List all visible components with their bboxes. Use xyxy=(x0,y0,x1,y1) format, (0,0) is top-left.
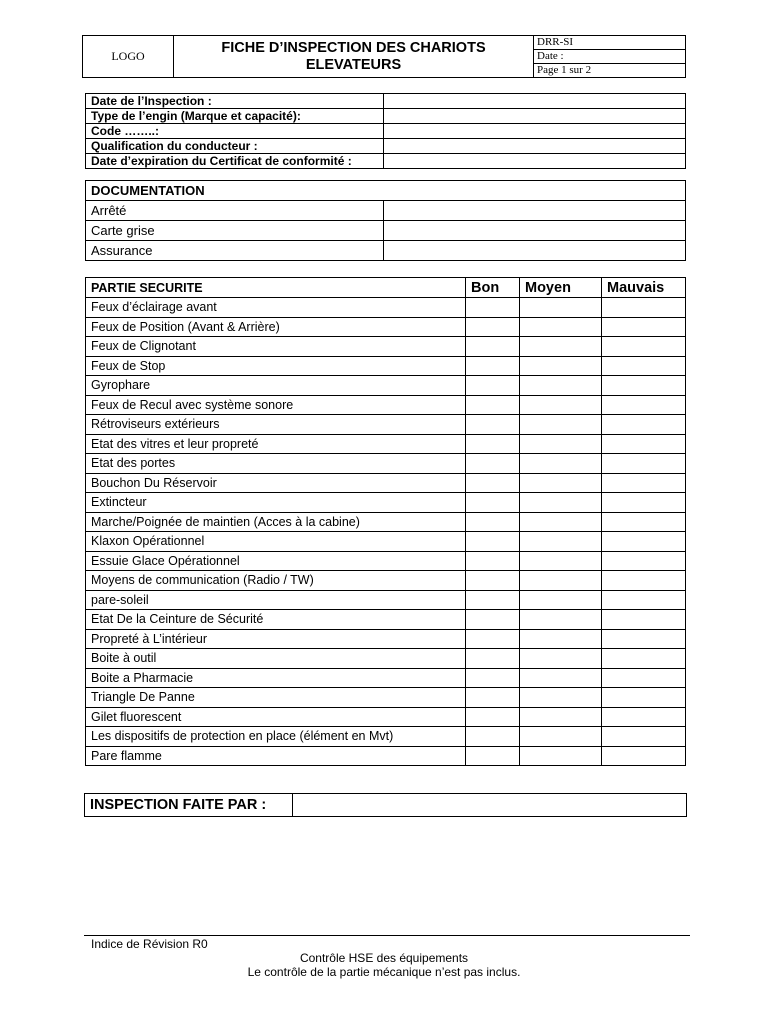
checklist-item-label: Bouchon Du Réservoir xyxy=(86,473,466,493)
checklist-item-label: Feux de Recul avec système sonore xyxy=(86,395,466,415)
documentation-item-label: Carte grise xyxy=(86,221,384,241)
checklist-row xyxy=(86,668,686,688)
info-row xyxy=(86,124,686,139)
checklist-item-label: Extincteur xyxy=(86,493,466,513)
check-bon-cell[interactable] xyxy=(466,629,520,649)
checklist-row xyxy=(86,434,686,454)
check-moyen-cell[interactable] xyxy=(520,337,602,357)
securite-rows xyxy=(86,298,686,766)
checklist-item-label: Boite à outil xyxy=(86,649,466,669)
check-moyen-cell[interactable] xyxy=(520,688,602,708)
documentation-table xyxy=(85,180,686,261)
checklist-row xyxy=(86,649,686,669)
checklist-item-label: Rétroviseurs extérieurs xyxy=(86,415,466,435)
check-moyen-cell[interactable] xyxy=(520,454,602,474)
check-bon-cell[interactable] xyxy=(466,473,520,493)
check-mauvais-cell[interactable] xyxy=(602,688,686,708)
info-row xyxy=(86,94,686,109)
documentation-item-label: Arrêté xyxy=(86,201,384,221)
info-value-field[interactable] xyxy=(384,154,686,169)
footer-line-2: Le contrôle de la partie mécanique n’est pas inclus. xyxy=(247,965,521,979)
check-moyen-cell[interactable] xyxy=(520,707,602,727)
checklist-row xyxy=(86,610,686,630)
checklist-item-label: pare-soleil xyxy=(86,590,466,610)
check-bon-cell[interactable] xyxy=(466,746,520,766)
checklist-row xyxy=(86,727,686,747)
column-mauvais: Mauvais xyxy=(602,278,686,298)
check-mauvais-cell[interactable] xyxy=(602,629,686,649)
checklist-row xyxy=(86,707,686,727)
checklist-row xyxy=(86,298,686,318)
check-mauvais-cell[interactable] xyxy=(602,415,686,435)
checklist-item-label: Moyens de communication (Radio / TW) xyxy=(86,571,466,591)
check-mauvais-cell[interactable] xyxy=(602,376,686,396)
check-mauvais-cell[interactable] xyxy=(602,512,686,532)
documentation-row xyxy=(86,241,686,261)
info-label: Code ……..: xyxy=(86,124,384,139)
logo-placeholder: LOGO xyxy=(83,36,174,78)
info-row xyxy=(86,154,686,169)
document-ref: DRR-SI xyxy=(534,36,686,50)
column-bon: Bon xyxy=(466,278,520,298)
check-moyen-cell[interactable] xyxy=(520,298,602,318)
checklist-row xyxy=(86,395,686,415)
check-moyen-cell[interactable] xyxy=(520,590,602,610)
check-bon-cell[interactable] xyxy=(466,668,520,688)
info-row xyxy=(86,109,686,124)
documentation-rows xyxy=(86,201,686,261)
check-moyen-cell[interactable] xyxy=(520,376,602,396)
info-label: Qualification du conducteur : xyxy=(86,139,384,154)
inspection-by-field[interactable] xyxy=(293,794,687,817)
check-bon-cell[interactable] xyxy=(466,415,520,435)
checklist-item-label: Boite a Pharmacie xyxy=(86,668,466,688)
securite-header-row xyxy=(86,278,686,298)
check-mauvais-cell[interactable] xyxy=(602,668,686,688)
title-line-2: ELEVATEURS xyxy=(305,56,402,73)
info-rows xyxy=(86,94,686,169)
document-header xyxy=(82,35,686,78)
check-bon-cell[interactable] xyxy=(466,688,520,708)
checklist-item-label: Feux d’éclairage avant xyxy=(86,298,466,318)
checklist-row xyxy=(86,688,686,708)
check-moyen-cell[interactable] xyxy=(520,317,602,337)
check-bon-cell[interactable] xyxy=(466,727,520,747)
info-value-field[interactable] xyxy=(384,109,686,124)
check-bon-cell[interactable] xyxy=(466,707,520,727)
check-bon-cell[interactable] xyxy=(466,395,520,415)
checklist-row xyxy=(86,415,686,435)
checklist-row xyxy=(86,629,686,649)
checklist-row xyxy=(86,356,686,376)
check-mauvais-cell[interactable] xyxy=(602,590,686,610)
checklist-row xyxy=(86,746,686,766)
check-moyen-cell[interactable] xyxy=(520,415,602,435)
check-mauvais-cell[interactable] xyxy=(602,337,686,357)
checklist-row xyxy=(86,473,686,493)
check-bon-cell[interactable] xyxy=(466,337,520,357)
check-mauvais-cell[interactable] xyxy=(602,746,686,766)
check-bon-cell[interactable] xyxy=(466,551,520,571)
check-bon-cell[interactable] xyxy=(466,376,520,396)
check-mauvais-cell[interactable] xyxy=(602,707,686,727)
inspection-info-table xyxy=(85,93,686,169)
documentation-item-field[interactable] xyxy=(384,201,686,221)
check-mauvais-cell[interactable] xyxy=(602,395,686,415)
check-mauvais-cell[interactable] xyxy=(602,298,686,318)
checklist-item-label: Feux de Clignotant xyxy=(86,337,466,357)
footer-divider xyxy=(84,935,690,936)
checklist-row xyxy=(86,551,686,571)
securite-title: PARTIE SECURITE xyxy=(86,278,466,298)
check-mauvais-cell[interactable] xyxy=(602,551,686,571)
check-bon-cell[interactable] xyxy=(466,454,520,474)
checklist-item-label: Etat De la Ceinture de Sécurité xyxy=(86,610,466,630)
info-value-field[interactable] xyxy=(384,139,686,154)
info-value-field[interactable] xyxy=(384,124,686,139)
checklist-row xyxy=(86,317,686,337)
check-moyen-cell[interactable] xyxy=(520,610,602,630)
check-mauvais-cell[interactable] xyxy=(602,610,686,630)
securite-table xyxy=(85,277,686,766)
checklist-item-label: Les dispositifs de protection en place (élément en Mvt) xyxy=(86,727,466,747)
info-row xyxy=(86,139,686,154)
checklist-row xyxy=(86,590,686,610)
revision-index: Indice de Révision R0 xyxy=(91,937,208,951)
check-moyen-cell[interactable] xyxy=(520,434,602,454)
check-bon-cell[interactable] xyxy=(466,590,520,610)
check-moyen-cell[interactable] xyxy=(520,356,602,376)
check-moyen-cell[interactable] xyxy=(520,571,602,591)
checklist-row xyxy=(86,532,686,552)
inspection-by-table xyxy=(84,793,687,817)
checklist-row xyxy=(86,337,686,357)
check-bon-cell[interactable] xyxy=(466,571,520,591)
check-bon-cell[interactable] xyxy=(466,434,520,454)
check-mauvais-cell[interactable] xyxy=(602,356,686,376)
check-moyen-cell[interactable] xyxy=(520,551,602,571)
check-bon-cell[interactable] xyxy=(466,610,520,630)
check-moyen-cell[interactable] xyxy=(520,668,602,688)
check-bon-cell[interactable] xyxy=(466,649,520,669)
checklist-row xyxy=(86,512,686,532)
documentation-item-field[interactable] xyxy=(384,241,686,261)
checklist-item-label: Essuie Glace Opérationnel xyxy=(86,551,466,571)
check-moyen-cell[interactable] xyxy=(520,649,602,669)
checklist-item-label: Etat des portes xyxy=(86,454,466,474)
check-moyen-cell[interactable] xyxy=(520,746,602,766)
checklist-item-label: Gyrophare xyxy=(86,376,466,396)
document-date: Date : xyxy=(534,50,686,64)
check-bon-cell[interactable] xyxy=(466,317,520,337)
checklist-row xyxy=(86,376,686,396)
document-title xyxy=(174,36,534,78)
column-moyen: Moyen xyxy=(520,278,602,298)
footer-line-1: Contrôle HSE des équipements xyxy=(299,951,469,965)
documentation-row xyxy=(86,201,686,221)
check-mauvais-cell[interactable] xyxy=(602,727,686,747)
checklist-item-label: Gilet fluorescent xyxy=(86,707,466,727)
check-moyen-cell[interactable] xyxy=(520,532,602,552)
info-value-field[interactable] xyxy=(384,94,686,109)
check-bon-cell[interactable] xyxy=(466,512,520,532)
checklist-item-label: Triangle De Panne xyxy=(86,688,466,708)
check-bon-cell[interactable] xyxy=(466,532,520,552)
checklist-item-label: Marche/Poignée de maintien (Acces à la cabine) xyxy=(86,512,466,532)
page-number: Page 1 sur 2 xyxy=(534,64,686,78)
check-mauvais-cell[interactable] xyxy=(602,571,686,591)
check-bon-cell[interactable] xyxy=(466,298,520,318)
checklist-item-label: Klaxon Opérationnel xyxy=(86,532,466,552)
info-label: Date de l’Inspection : xyxy=(86,94,384,109)
documentation-row xyxy=(86,221,686,241)
check-mauvais-cell[interactable] xyxy=(602,454,686,474)
check-moyen-cell[interactable] xyxy=(520,493,602,513)
check-mauvais-cell[interactable] xyxy=(602,532,686,552)
info-label: Type de l’engin (Marque et capacité): xyxy=(86,109,384,124)
checklist-item-label: Feux de Stop xyxy=(86,356,466,376)
check-moyen-cell[interactable] xyxy=(520,512,602,532)
inspection-by-label: INSPECTION FAITE PAR : xyxy=(85,794,293,817)
check-moyen-cell[interactable] xyxy=(520,395,602,415)
checklist-item-label: Pare flamme xyxy=(86,746,466,766)
checklist-item-label: Feux de Position (Avant & Arrière) xyxy=(86,317,466,337)
info-label: Date d’expiration du Certificat de conformité : xyxy=(86,154,384,169)
checklist-row xyxy=(86,493,686,513)
checklist-row xyxy=(86,454,686,474)
check-mauvais-cell[interactable] xyxy=(602,473,686,493)
check-bon-cell[interactable] xyxy=(466,356,520,376)
check-mauvais-cell[interactable] xyxy=(602,434,686,454)
check-moyen-cell[interactable] xyxy=(520,629,602,649)
check-moyen-cell[interactable] xyxy=(520,473,602,493)
checklist-item-label: Propreté à L’intérieur xyxy=(86,629,466,649)
check-mauvais-cell[interactable] xyxy=(602,317,686,337)
documentation-item-label: Assurance xyxy=(86,241,384,261)
check-moyen-cell[interactable] xyxy=(520,727,602,747)
title-line-1: FICHE D’INSPECTION DES CHARIOTS xyxy=(221,39,486,56)
checklist-item-label: Etat des vitres et leur propreté xyxy=(86,434,466,454)
checklist-row xyxy=(86,571,686,591)
check-mauvais-cell[interactable] xyxy=(602,649,686,669)
check-bon-cell[interactable] xyxy=(466,493,520,513)
documentation-title: DOCUMENTATION xyxy=(86,181,686,201)
check-mauvais-cell[interactable] xyxy=(602,493,686,513)
documentation-item-field[interactable] xyxy=(384,221,686,241)
